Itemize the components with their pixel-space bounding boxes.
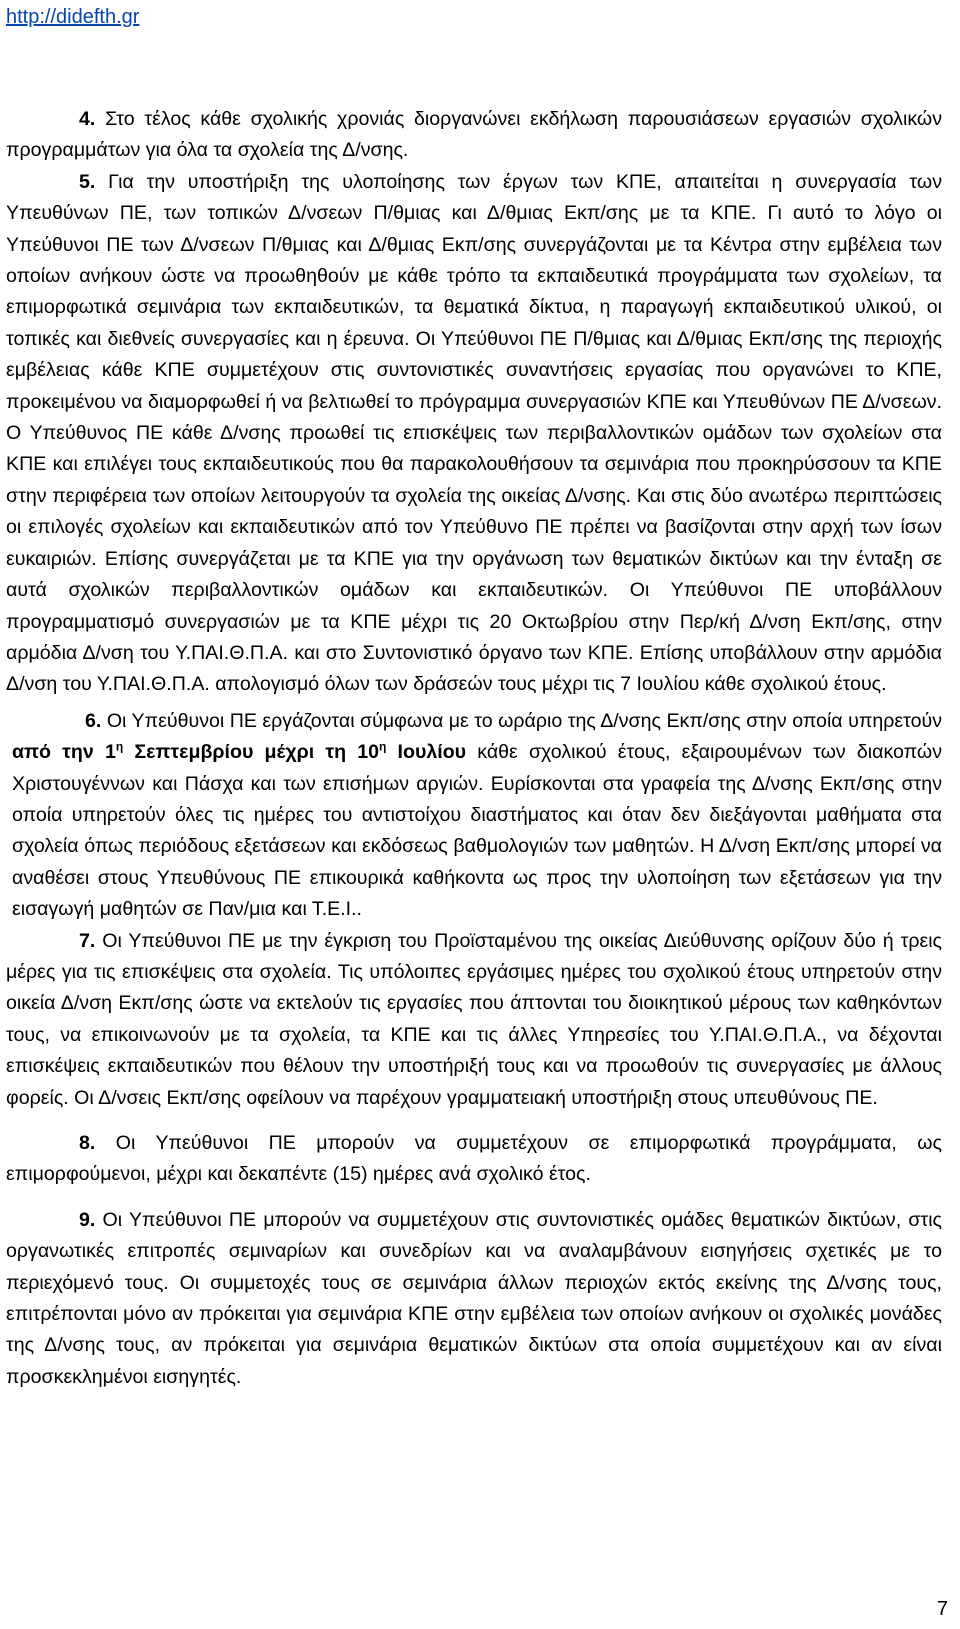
paragraph-number: 7. <box>79 929 96 952</box>
bold-date-start: από την 1 <box>12 741 116 764</box>
paragraph-9 <box>6 1205 942 1393</box>
paragraph-7 <box>6 926 942 1114</box>
superscript: η <box>379 739 387 754</box>
paragraph-4 <box>6 104 942 167</box>
paragraph-number: 8. <box>79 1132 96 1154</box>
document-body <box>6 104 942 1393</box>
paragraph-text: κάθε σχολικού έτους, εξαιρουμένων των διακοπών Χριστουγέννων και Πάσχα και των επισήμων αργιών. Ευρίσκονται στα γραφεία της Δ/νσης Εκπ/σης στην οποία υπηρετούν όλες τις ημέρες του αντιστοίχου διαστήματος και όταν δεν διεξάγονται μαθήματα στα σχολεία όπως περιόδους εξετάσεων και εκδόσεως βαθμολογιών των μαθητών. Η Δ/νση Εκπ/σης μπορεί να αναθέσει στους Υπευθύνους ΠΕ επικουρικά καθήκοντα ως προς την υλοποίηση των εξετάσεων για την εισαγωγή μαθητών σε Παν/μια και Τ.Ε.Ι.. <box>12 741 942 921</box>
header-link[interactable]: http://didefth.gr <box>6 6 140 28</box>
paragraph-text: Για την υποστήριξη της υλοποίησης των έργων των ΚΠΕ, απαιτείται η συνεργασία των Υπευθύνων ΠΕ, των τοπικών Δ/νσεων Π/θμιας και Δ/θμιας Εκπ/σης με τα ΚΠΕ. Γι αυτό το λόγο οι Υπεύθυνοι ΠΕ των Δ/νσεων Π/θμιας και Δ/θμιας Εκπ/σης συνεργάζονται με τα Κέντρα στην εμβέλεια των οποίων ανήκουν ώστε να προωθηθούν με κάθε τρόπο τα εκπαιδευτικά προγράμματα των σχολείων, τα επιμορφωτικά σεμινάρια των εκπαιδευτικών, τα θεματικά δίκτυα, η παραγωγή εκπαιδευτικού υλικού, οι τοπικές και διεθνείς συνεργασίες και η έρευνα. Οι Υπεύθυνοι ΠΕ Π/θμιας και Δ/θμιας Εκπ/σης της περιοχής εμβέλειας κάθε ΚΠΕ συμμετέχουν στις συντονιστικές συναντήσεις εργασίας που οργανώνει το ΚΠΕ, προκειμένου να διαμορφωθεί ή να βελτιωθεί το πρόγραμμα συνεργασιών ΚΠΕ και Υπευθύνων ΠΕ Δ/νσεων. Ο Υπεύθυνος ΠΕ κάθε Δ/νσης προωθεί τις επισκέψεις των περιβαλλοντικών ομάδων των σχολείων στα ΚΠΕ και επιλέγει τους εκπαιδευτικούς που θα παρακολουθήσουν τα σεμινάρια που προκηρύσσουν τα ΚΠΕ στην περιφέρεια των οποίων λειτουργούν τα σχολεία της οικείας Δ/νσης. Και στις δύο ανωτέρω περιπτώσεις οι επιλογές σχολείων και εκπαιδευτικών από τον Υπεύθυνο ΠΕ πρέπει να βασίζονται στην αρχή των ίσων ευκαιριών. Επίσης συνεργάζεται με τα ΚΠΕ για την οργάνωση των θεματικών δικτύων και την ένταξη σε αυτά σχολικών περιβαλλοντικών ομάδων και εκπαιδευτικών. Οι Υπεύθυνοι ΠΕ υποβάλλουν προγραμματισμό συνεργασιών με τα ΚΠΕ μέχρι τις 20 Οκτωβρίου στην Περ/κή Δ/νση Εκπ/σης, στην αρμόδια Δ/νση του Υ.ΠΑΙ.Θ.Π.Α. και στο Συντονιστικό όργανο των ΚΠΕ. Επίσης υποβάλλουν στην αρμόδια Δ/νση του Υ.ΠΑΙ.Θ.Π.Α. απολογισμό όλων των δράσεών τους μέχρι τις 7 Ιουλίου κάθε σχολικού έτους. <box>6 170 942 696</box>
paragraph-6 <box>6 706 942 926</box>
page-number: 7 <box>936 1598 948 1620</box>
paragraph-text: Οι Υπεύθυνοι ΠΕ μπορούν να συμμετέχουν σε επιμορφωτικά προγράμματα, ως επιμορφούμενοι, μέχρι και δεκαπέντε (15) ημέρες ανά σχολικό έτος. <box>6 1132 942 1186</box>
paragraph-number: 4. <box>79 108 96 130</box>
paragraph-text: Οι Υπεύθυνοι ΠΕ με την έγκριση του Προϊσταμένου της οικείας Διεύθυνσης ορίζουν δύο ή τρεις μέρες για τις επισκέψεις στα σχολεία. Τις υπόλοιπες εργάσιμες ημέρες του σχολικού έτους υπηρετούν στην οικεία Δ/νση Εκπ/σης ώστε να εκτελούν τις εργασίες που άπτονται του διοικητικού μέρους των καθηκόντων τους, να επικοινωνούν με τα σχολεία, τα ΚΠΕ και τις άλλες Υπηρεσίες του Υ.ΠΑΙ.Θ.Π.Α., να δέχονται επισκέψεις εκπαιδευτικών που θέλουν την υποστήριξή τους και να προωθούν τις συνεργασίες με άλλους φορείς. Οι Δ/νσεις Εκπ/σης οφείλουν να παρέχουν γραμματειακή υποστήριξη στους υπευθύνους ΠΕ. <box>6 929 942 1109</box>
paragraph-number: 6. <box>85 709 102 732</box>
paragraph-text: Στο τέλος κάθε σχολικής χρονιάς διοργανώνει εκδήλωση παρουσιάσεων εργασιών σχολικών προγραμμάτων για όλα τα σχολεία της Δ/νσης. <box>6 108 942 162</box>
paragraph-8 <box>6 1128 942 1191</box>
paragraph-number: 5. <box>79 170 96 193</box>
paragraph-number: 9. <box>79 1208 96 1231</box>
paragraph-text: Οι Υπεύθυνοι ΠΕ μπορούν να συμμετέχουν στις συντονιστικές ομάδες θεματικών δικτύων, στις οργανωτικές επιτροπές σεμιναρίων και συνεδρίων και να αναλαμβάνουν εισηγήσεις σχετικές με το περιεχόμενό τους. Οι συμμετοχές τους σε σεμινάρια άλλων περιοχών εκτός εκείνης της Δ/νσης τους, επιτρέπονται μόνο αν πρόκειται για σεμινάρια ΚΠΕ στην εμβέλεια των οποίων ανήκουν οι σχολικές μονάδες της Δ/νσης τους, αν πρόκειται για σεμινάρια θεματικών δικτύων στα οποία συμμετέχουν και αν είναι προσκεκλημένοι εισηγητές. <box>6 1208 942 1388</box>
paragraph-5 <box>6 167 942 701</box>
superscript: η <box>115 739 124 754</box>
bold-date-end: Ιουλίου <box>386 741 467 764</box>
paragraph-text: Οι Υπεύθυνοι ΠΕ εργάζονται σύμφωνα με το ωράριο της Δ/νσης Εκπ/σης στην οποία υπηρετούν <box>101 709 942 732</box>
bold-date-middle: Σεπτεμβρίου μέχρι τη 10 <box>123 741 380 764</box>
